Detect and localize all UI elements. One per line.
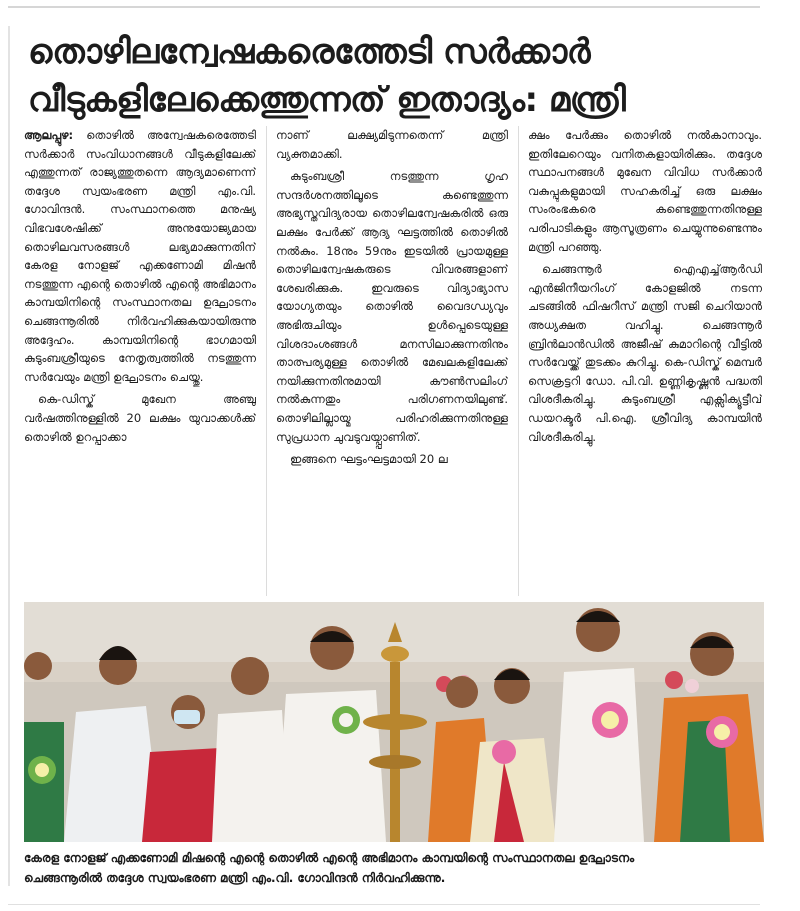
paragraph: കുടുംബശ്രീ നടത്തുന്ന ഗൃഹ സന്ദർശനത്തിലൂടെ കണ്ടെത്തുന്ന അഭ്യസ്തവിദ്യരായ തൊഴിലന്വേഷകരിൽ ഒരു ലക്ഷം പേർക്ക് ആദ്യ ഘട്ടത്തിൽ തൊഴിൽ നൽകും. 18നും 59നും ഇടയിൽ പ്രായമുള്ള തൊഴിലന്വേഷകരുടെ വിവരങ്ങളാണ് ശേഖരിക്കുക. ഇവരുടെ വിദ്യാഭ്യാസ യോഗ്യതയും തൊഴിൽ വൈദഗ്ധ്യവും അഭിരുചിയും ഉൾപ്പെടെയുള്ള വിശദാംശങ്ങൾ മനസിലാക്കുന്നതിനും താത്പര്യമുള്ള തൊഴിൽ മേഖലകളിലേക്ക് നയിക്കുന്നതിനുമായി കൗൺസലിംഗ് നൽകുന്നതും പരിഗണനയിലുണ്ട്. തൊഴിലില്ലായ്മ പരിഹരിക്കുന്നതിനുള്ള സുപ്രധാന ചുവടുവയ്പ്പാണിത്. bbox=[276, 169, 508, 444]
column-3 bbox=[528, 126, 762, 596]
paragraph-text: തൊഴിൽ അന്വേഷകരെത്തേടി സർക്കാർ സംവിധാനങ്ങൾ വീടുകളിലേക്ക് എത്തുന്നത് രാജ്യത്തുതന്നെ ആദ്യമാണെന്ന് തദ്ദേശ സ്വയംഭരണ മന്ത്രി എം.വി. ഗോവിന്ദൻ. സംസ്ഥാനത്തെ മനുഷ്യ വിഭവശേഷിക്ക് അനുയോജ്യമായ തൊഴിലവസരങ്ങൾ ലഭ്യമാക്കുന്നതിന് കേരള നോളജ് എക്കണോമി മിഷൻ നടത്തുന്ന എന്റെ തൊഴിൽ എന്റെ അഭിമാനം കാമ്പയിനിന്റെ സംസ്ഥാനതല ഉദ്ഘാടനം ചെങ്ങന്നൂരിൽ നിർവഹിക്കുകയായിരുന്നു അദ്ദേഹം. കാമ്പയിനിന്റെ ഭാഗമായി കുടുംബശ്രീയുടെ നേതൃത്വത്തിൽ നടത്തുന്ന സർവേയും മന്ത്രി ഉദ്ഘാടനം ചെയ്തു. bbox=[24, 128, 256, 384]
dateline: ആലപ്പുഴ: bbox=[24, 128, 74, 142]
bottom-border bbox=[8, 904, 760, 905]
column-2 bbox=[276, 126, 508, 596]
left-border bbox=[8, 26, 10, 886]
article-body bbox=[24, 126, 764, 596]
paragraph: ചെങ്ങന്നൂർ ഐഎച്ച്ആർഡി എൻജിനീയറിംഗ് കോളജിൽ നടന്ന ചടങ്ങിൽ ഫിഷറീസ് മന്ത്രി സജി ചെറിയാൻ അധ്യക്ഷത വഹിച്ചു. ചെങ്ങന്നൂർ ബ്രിൻലാൻഡിൽ അജീഷ് കുമാറിന്റെ വീട്ടിൽ സർവേയ്ക്ക് തുടക്കം കുറിച്ചു. കെ-ഡിസ്ക് മെമ്പർ സെക്രട്ടറി ഡോ. പി.വി. ഉണ്ണികൃഷ്ണൻ പദ്ധതി വിശദീകരിച്ചു. കുടുംബശ്രീ എക്സിക്യൂട്ടീവ് ഡയറക്ടർ പി.ഐ. ശ്രീവിദ്യ കാമ്പയിൻ വിശദീകരിച്ചു. bbox=[528, 262, 762, 444]
paragraph: കെ-ഡിസ്ക് മുഖേന അഞ്ചു വർഷത്തിനുള്ളിൽ 20 ലക്ഷം യുവാക്കൾക്ക് തൊഴിൽ ഉറപ്പാക്കാ bbox=[24, 392, 256, 444]
caption-line-1: കേരള നോളജ് എക്കണോമി മിഷന്റെ എന്റെ തൊഴിൽ എന്റെ അഭിമാനം കാമ്പയിന്റെ സംസ്ഥാനതല ഉദ്ഘാടനം bbox=[24, 851, 635, 865]
paragraph: ഇങ്ങനെ ഘട്ടംഘട്ടമായി 20 ല bbox=[290, 452, 448, 467]
paragraph: ക്ഷം പേർക്കും തൊഴിൽ നൽകാനാവും. ഇതിലേറെയും വനിതകളായിരിക്കും. തദ്ദേശ സ്ഥാപനങ്ങൾ മുഖേന വിവിധ സർക്കാർ വകുപ്പുകളുമായി സഹകരിച്ച് ഒരു ലക്ഷം സംരംഭകരെ കണ്ടെത്തുന്നതിനുള്ള പരിപാടികളും ആസൂത്രണം ചെയ്യുന്നുണ്ടെന്നും മന്ത്രി പറഞ്ഞു. bbox=[528, 128, 762, 254]
news-photo bbox=[24, 602, 764, 842]
headline bbox=[28, 28, 768, 124]
photo-caption bbox=[24, 848, 764, 888]
paragraph bbox=[24, 126, 256, 386]
column-divider bbox=[518, 126, 519, 596]
headline-line-2: വീടുകളിലേക്കെത്തുന്നത് ഇതാദ്യം: മന്ത്രി bbox=[28, 80, 626, 120]
caption-line-2: ചെങ്ങന്നൂരിൽ തദ്ദേശ സ്വയംഭരണ മന്ത്രി എം.വി. ഗോവിന്ദൻ നിർവഹിക്കുന്നു. bbox=[24, 871, 446, 885]
column-1 bbox=[24, 126, 256, 596]
headline-line-1: തൊഴിലന്വേഷകരെത്തേടി സർക്കാർ bbox=[28, 32, 590, 72]
paragraph: നാണ് ലക്ഷ്യമിടുന്നതെന്ന് മന്ത്രി വ്യക്തമാക്കി. bbox=[276, 128, 508, 161]
photo-illustration bbox=[24, 602, 764, 842]
column-divider bbox=[266, 126, 267, 596]
top-border bbox=[8, 6, 760, 8]
